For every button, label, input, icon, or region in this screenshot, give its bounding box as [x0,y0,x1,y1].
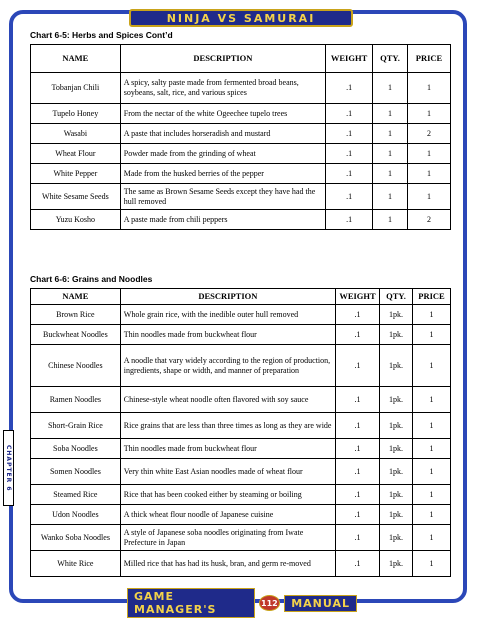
header-qty: QTY. [373,45,408,73]
item-qty: 1pk. [380,439,413,459]
item-price: 1 [412,325,450,345]
item-name: Tobanjan Chili [31,73,121,104]
table-row [31,485,451,505]
item-price: 1 [412,505,450,525]
item-weight: .1 [336,485,380,505]
item-weight: .1 [336,325,380,345]
item-price: 2 [408,124,451,144]
item-description: From the nectar of the white Ogeechee tupelo trees [120,104,325,124]
item-name: Buckwheat Noodles [31,325,121,345]
footer-left-text: GAME MANAGER'S [127,588,255,618]
item-price: 1 [408,184,451,210]
item-qty: 1pk. [380,459,413,485]
item-price: 1 [412,387,450,413]
item-price: 1 [412,413,450,439]
item-price: 1 [412,485,450,505]
item-name: Yuzu Kosho [31,210,121,230]
item-weight: .1 [326,210,373,230]
item-name: Wanko Soba Noodles [31,525,121,551]
footer-banner [127,590,357,616]
item-description: A paste that includes horseradish and mustard [120,124,325,144]
table-header-row [31,45,451,73]
item-description: Made from the husked berries of the pepper [120,164,325,184]
item-qty: 1 [373,73,408,104]
table-row [31,210,451,230]
item-qty: 1pk. [380,305,413,325]
item-name: Brown Rice [31,305,121,325]
table-row [31,459,451,485]
table-row [31,439,451,459]
item-weight: .1 [326,144,373,164]
header-name: NAME [31,289,121,305]
header-title: NINJA VS SAMURAI [166,11,316,25]
item-name: Soba Noodles [31,439,121,459]
item-qty: 1pk. [380,325,413,345]
item-weight: .1 [336,525,380,551]
item-price: 1 [408,73,451,104]
item-description: Milled rice that has had its husk, bran, and germ re-moved [120,551,335,577]
item-weight: .1 [336,387,380,413]
item-name: Wasabi [31,124,121,144]
header-qty: QTY. [380,289,413,305]
item-name: White Pepper [31,164,121,184]
item-qty: 1pk. [380,485,413,505]
item-weight: .1 [336,413,380,439]
table-header-row [31,289,451,305]
item-weight: .1 [336,345,380,387]
item-description: Whole grain rice, with the inedible outer hull removed [120,305,335,325]
footer-right-text: MANUAL [284,595,357,612]
table-row [31,325,451,345]
item-name: Udon Noodles [31,505,121,525]
chapter-side-tab [3,430,14,506]
item-price: 1 [412,345,450,387]
item-description: A spicy, salty paste made from fermented broad beans, soybeans, salt, rice, and various spices [120,73,325,104]
header-price: PRICE [412,289,450,305]
header-weight: WEIGHT [336,289,380,305]
herbs-spices-table [30,44,451,230]
chart-6-5-title: Chart 6-5: Herbs and Spices Cont’d [30,30,173,40]
item-qty: 1 [373,210,408,230]
item-weight: .1 [336,551,380,577]
item-description: The same as Brown Sesame Seeds except they have had the hull removed [120,184,325,210]
item-description: Powder made from the grinding of wheat [120,144,325,164]
table-row [31,387,451,413]
chapter-tab-label: CHAPTER 6 [5,444,12,492]
item-weight: .1 [336,305,380,325]
item-description: A style of Japanese soba noodles originating from Iwate Prefecture in Japan [120,525,335,551]
item-weight: .1 [336,505,380,525]
page-number: 112 [259,595,281,611]
item-name: Wheat Flour [31,144,121,164]
table-row [31,104,451,124]
table-row [31,413,451,439]
item-qty: 1pk. [380,387,413,413]
table-row [31,551,451,577]
grains-noodles-table [30,288,451,577]
item-qty: 1 [373,184,408,210]
item-weight: .1 [326,73,373,104]
table-row [31,505,451,525]
item-description: A noodle that vary widely according to the region of production, ingredients, shape or width, and manner of preparation [120,345,335,387]
item-qty: 1 [373,104,408,124]
item-price: 1 [412,439,450,459]
table-row [31,525,451,551]
table-row [31,144,451,164]
item-price: 1 [412,305,450,325]
header-weight: WEIGHT [326,45,373,73]
item-name: Steamed Rice [31,485,121,505]
item-qty: 1 [373,164,408,184]
item-price: 2 [408,210,451,230]
table-row [31,124,451,144]
item-description: A thick wheat flour noodle of Japanese cuisine [120,505,335,525]
item-description: Thin noodles made from buckwheat flour [120,325,335,345]
header-description: DESCRIPTION [120,289,335,305]
item-name: White Sesame Seeds [31,184,121,210]
item-qty: 1pk. [380,551,413,577]
item-qty: 1pk. [380,525,413,551]
chart-6-6-title: Chart 6-6: Grains and Noodles [30,274,153,284]
item-price: 1 [412,551,450,577]
item-weight: .1 [336,459,380,485]
item-name: Ramen Noodles [31,387,121,413]
table-row [31,305,451,325]
item-price: 1 [412,459,450,485]
item-name: Tupelo Honey [31,104,121,124]
item-name: Chinese Noodles [31,345,121,387]
item-weight: .1 [326,184,373,210]
item-price: 1 [408,164,451,184]
table-row [31,164,451,184]
item-name: White Rice [31,551,121,577]
item-weight: .1 [326,164,373,184]
item-price: 1 [408,144,451,164]
item-qty: 1 [373,144,408,164]
item-weight: .1 [326,104,373,124]
header-name: NAME [31,45,121,73]
item-name: Short-Grain Rice [31,413,121,439]
header-price: PRICE [408,45,451,73]
item-weight: .1 [336,439,380,459]
item-description: A paste made from chili peppers [120,210,325,230]
item-weight: .1 [326,124,373,144]
item-description: Thin noodles made from buckwheat flour [120,439,335,459]
item-qty: 1 [373,124,408,144]
header-description: DESCRIPTION [120,45,325,73]
item-price: 1 [408,104,451,124]
item-name: Somen Noodles [31,459,121,485]
item-qty: 1pk. [380,413,413,439]
table-row [31,73,451,104]
table-row [31,184,451,210]
item-description: Chinese-style wheat noodle often flavored with soy sauce [120,387,335,413]
item-qty: 1pk. [380,505,413,525]
item-description: Very thin white East Asian noodles made of wheat flour [120,459,335,485]
table-row [31,345,451,387]
item-description: Rice that has been cooked either by steaming or boiling [120,485,335,505]
item-description: Rice grains that are less than three times as long as they are wide [120,413,335,439]
item-qty: 1pk. [380,345,413,387]
header-banner [129,9,353,27]
item-price: 1 [412,525,450,551]
